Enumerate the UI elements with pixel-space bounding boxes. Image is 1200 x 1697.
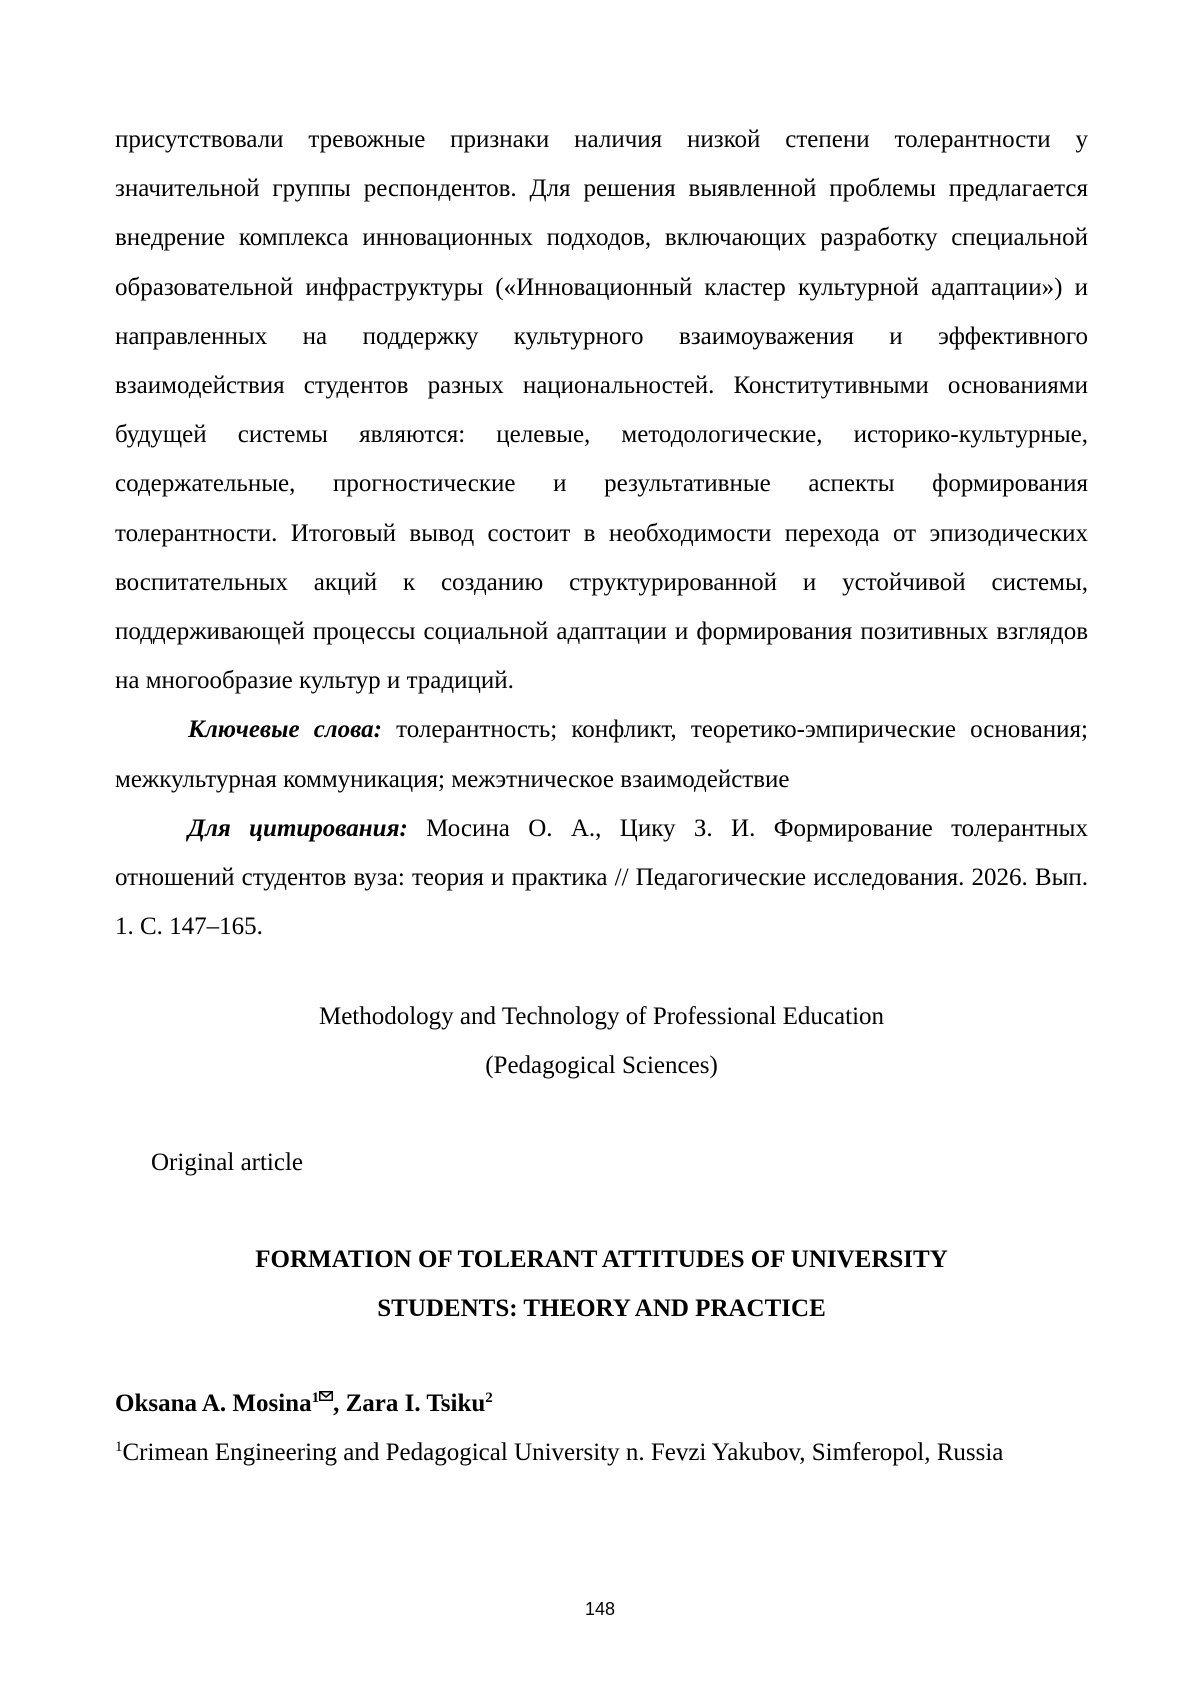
keywords-paragraph: [115, 705, 1088, 803]
section-line-1: Methodology and Technology of Professional Education: [318, 1003, 885, 1031]
keywords-label: Ключевые слова:: [188, 716, 382, 744]
article-type: Original article: [151, 1149, 304, 1177]
page-content: [115, 115, 1088, 1477]
author-1-affiliation-mark: 1: [311, 1390, 320, 1407]
affiliation-1-text: Crimean Engineering and Pedagogical University n. Fevzi Yakubov, Simferopol, Russia: [122, 1439, 1004, 1467]
citation-label: Для цитирования:: [188, 814, 408, 842]
article-title: [115, 1235, 1088, 1333]
affiliation-1-mark: 1: [115, 1439, 123, 1456]
page-number: 148: [584, 1599, 616, 1619]
section-line-2: (Pedagogical Sciences): [485, 1052, 718, 1080]
title-line-1: FORMATION OF TOLERANT ATTITUDES OF UNIVERSITY: [255, 1246, 948, 1274]
author-2-name: Zara I. Tsiku: [345, 1390, 486, 1418]
affiliation-1: [115, 1428, 1088, 1477]
author-2-affiliation-mark: 2: [485, 1390, 493, 1407]
section-heading: [115, 992, 1088, 1090]
abstract-continuation: присутствовали тревожные признаки наличия низкой степени толерантности у значительной группы респондентов. Для решения выявленной проблемы предлагается внедрение комплекса инновационных подходов, включающих разработку специальной образовательной инфраструктуры («Инновационный кластер культурной адаптации») и направленных на поддержку культурного взаимоуважения и эффективного взаимодействия студентов разных национальностей. Конститутивными основаниями будущей системы являются: целевые, методологические, историко-культурные, содержательные, прогностические и результативные аспекты формирования толерантности. Итоговый вывод состоит в необходимости перехода от эпизодических воспитательных акций к созданию структурированной и устойчивой системы, поддерживающей процессы социальной адаптации и формирования позитивных взглядов на многообразие культур и традиций.: [115, 126, 1088, 695]
authors-separator: ,: [333, 1390, 346, 1418]
author-1-name: Oksana A. Mosina: [115, 1390, 312, 1418]
authors-line: [115, 1379, 1088, 1428]
citation-paragraph: [115, 804, 1088, 952]
title-line-2: STUDENTS: THEORY AND PRACTICE: [377, 1295, 826, 1323]
envelope-icon: [319, 1391, 333, 1401]
citation-text: Мосина О. А., Цику З. И. Формирование толерантных отношений студентов вуза: теория и практика // Педагогические исследования. 2026. Вып. 1. С. 147–165.: [115, 814, 1088, 941]
keywords-text: толерантность; конфликт, теоретико-эмпирические основания; межкультурная коммуникация; межэтническое взаимодействие: [115, 716, 1088, 793]
